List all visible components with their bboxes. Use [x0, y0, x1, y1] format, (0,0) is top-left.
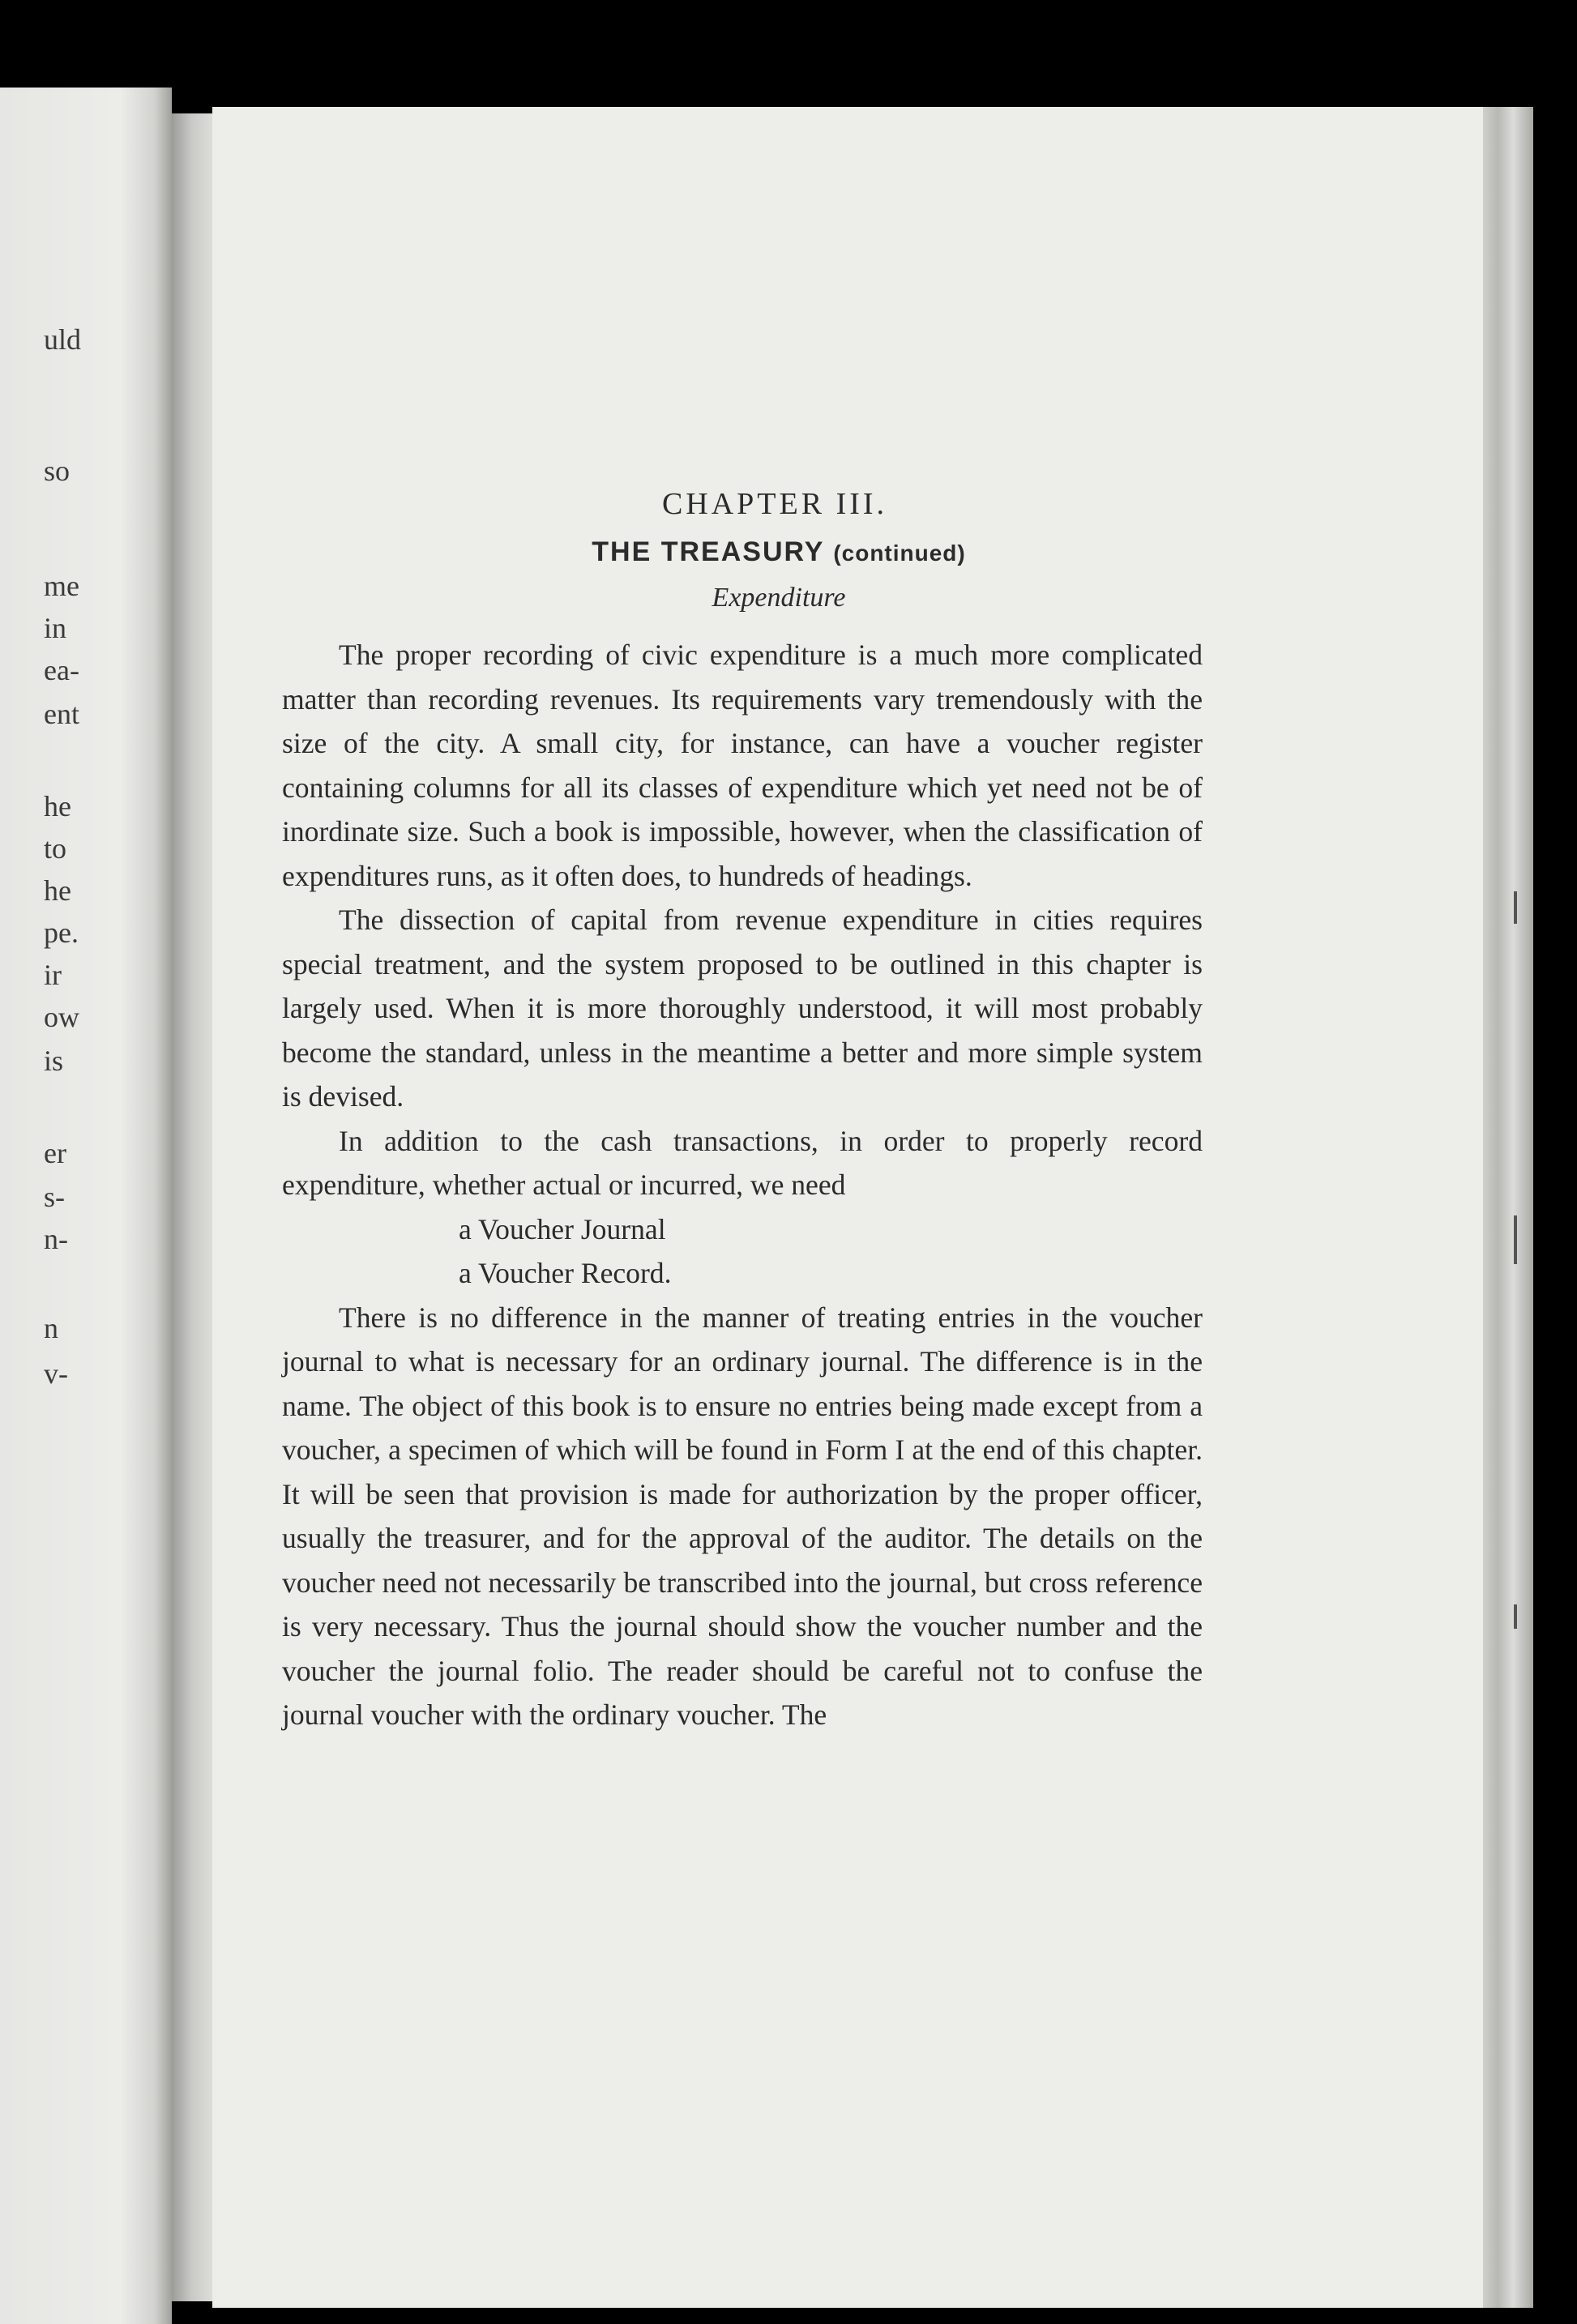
paragraph: The dissection of capital from revenue expenditure in cities requires special treatment, and the system proposed to be outlined in this chapter is largely used. When it is more thoroughly understood, it will most probably become the standard, unless in the meantime a better and more simple system is devised.	[282, 904, 1203, 1113]
left-page-fragment: v-	[44, 1357, 68, 1390]
left-page-fragment: is	[44, 1045, 64, 1077]
left-page-fragments	[0, 88, 172, 2324]
left-page-fragment: ent	[44, 698, 79, 730]
paragraph: There is no difference in the manner of treating entries in the voucher journal to what is necessary for an ordinary journal. The difference is in the name. The object of this book is to ensure no entries being made except from a voucher, a specimen of which will be found in Form I at the end of this chapter. It will be seen that provision is made for authorization by the proper officer, usually the treasurer, and for the approval of the auditor. The details on the voucher need not necessarily be transcribed into the journal, but cross reference is very necessary. Thus the journal should show the voucher number and the voucher the journal folio. The reader should be careful not to confuse the journal voucher with the ordinary voucher. The	[282, 1301, 1203, 1731]
left-page-fragment: me	[44, 570, 79, 602]
left-page-fragment: ir	[44, 959, 62, 991]
chapter-title: CHAPTER III.	[661, 487, 888, 521]
left-page-fragment: in	[44, 612, 67, 644]
left-page-fragment: pe.	[44, 916, 79, 949]
list-item: a Voucher Journal	[459, 1212, 666, 1245]
left-page-fragment: ow	[44, 1001, 79, 1033]
section-heading	[355, 536, 1203, 568]
left-page-fragment: uld	[44, 323, 82, 356]
list-item: a Voucher Record.	[459, 1257, 672, 1289]
left-page-fragment: he	[44, 790, 71, 822]
edge-mark	[1514, 1215, 1517, 1264]
left-page-fragment: so	[44, 455, 71, 487]
section-heading-suffix: (continued)	[833, 540, 966, 566]
paragraph: In addition to the cash transactions, in order to properly record expenditure, whether actual or incurred, we need	[282, 1124, 1203, 1201]
section-subheading: Expenditure	[712, 583, 846, 613]
left-page-fragment: n-	[44, 1223, 68, 1255]
edge-mark	[1514, 891, 1517, 924]
left-page-fragment: s-	[44, 1181, 65, 1213]
left-page-fragment: he	[44, 874, 71, 907]
left-page-fragment: n	[44, 1312, 58, 1344]
page-edges	[1483, 107, 1533, 2308]
left-page	[0, 88, 172, 2324]
left-page-fragment: ea-	[44, 654, 79, 686]
section-heading-text: THE TREASURY	[592, 536, 824, 567]
left-page-fragment: to	[44, 832, 67, 865]
paragraph: The proper recording of civic expenditure is a much more complicated matter than recording revenues. Its requirements vary tremendously with the size of the city. A small city, for instance, can have a voucher register containing columns for all its classes of expenditure which yet need not be of inordinate size. Such a book is impossible, however, when the classification of expenditures runs, as it often does, to hundreds of headings.	[282, 639, 1203, 892]
edge-mark	[1514, 1604, 1517, 1629]
page-content	[282, 486, 1203, 1737]
left-page-fragment: er	[44, 1137, 66, 1169]
